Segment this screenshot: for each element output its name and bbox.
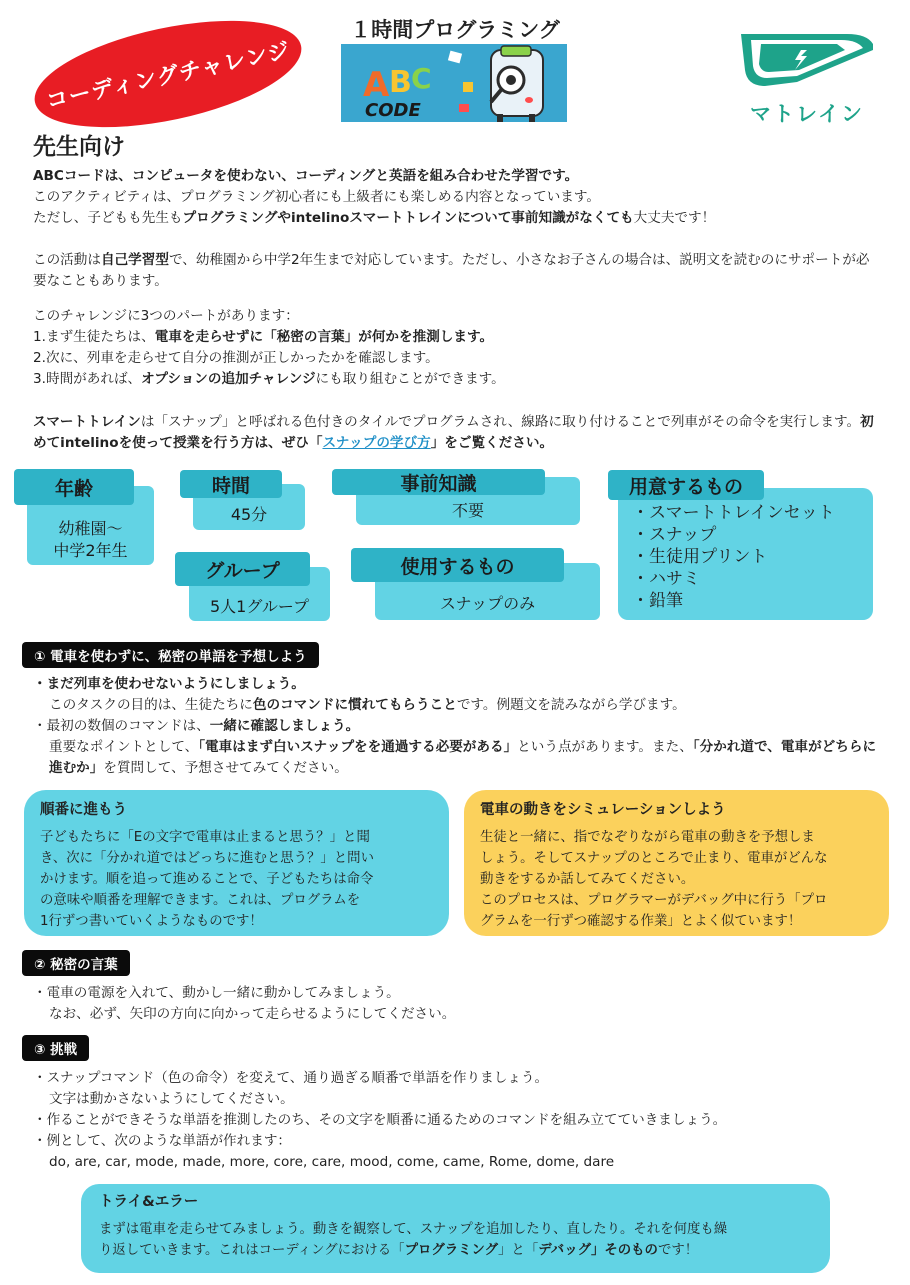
abc-code-banner: [341, 44, 567, 122]
section-1-body: ・まだ列車を使わせないようにしましょう。 このタスクの目的は、生徒たちに色のコマンドに慣れてもらうことです。例題文を読みながら学びます。 ・最初の数個のコマンドは、一緒に確認しましょう。 重要なポイントとして、「電車はまず白いスナップをを通過する必要がある」という点があります。また、「分かれ道で、電車がどちらに進むか」を質問して、予想させてみてください。: [33, 676, 877, 776]
section-3-header: ③ 挑戦: [22, 1035, 89, 1061]
logo-text: マトレイン: [750, 102, 864, 126]
age-value: 幼稚園〜 中学2年生: [53, 519, 128, 560]
prepare-list: [632, 502, 835, 612]
part-3: 3.時間があれば、オプションの追加チャレンジにも取り組むことができます。: [33, 371, 505, 387]
card-line: き、次に「分かれ道ではどっちに進むと思う？」と問い: [40, 851, 374, 866]
group-value: 5人1グループ: [209, 597, 310, 616]
card-line: かけます。順を追って進めることで、子どもたちは命令: [40, 872, 374, 887]
use-value: スナップのみ: [439, 594, 536, 613]
example-words: do, are, car, mode, made, more, core, care, mood, come, came, Rome, dome, dare: [49, 1154, 615, 1170]
trial-title: トライ&エラー: [99, 1194, 199, 1210]
card-line: しょう。そしてスナップのところで止まり、電車がどんな: [480, 851, 828, 866]
matrain-logo: [737, 20, 877, 98]
section-1-header: ① 電車を使わずに、秘密の単語を予想しよう: [22, 642, 319, 668]
age-label: 年齢: [14, 469, 134, 505]
step-by-step-card: [24, 790, 449, 936]
code-word: CODE: [365, 100, 421, 121]
train-icon: [737, 20, 877, 98]
card-title: 電車の動きをシミュレーションしよう: [480, 802, 726, 818]
card-line: 子どもたちに「Eの文字で電車は止まると思う？」と聞: [40, 830, 370, 845]
prepare-item: ・スマートトレインセット: [632, 503, 835, 523]
prepare-item: ・スナップ: [632, 525, 717, 545]
intro-line-1: ABCコードは、コンピュータを使わない、コーディングと英語を組み合わせた学習です。: [33, 168, 579, 184]
abc-code-illustration: [341, 44, 567, 122]
part-2: 2.次に、列車を走らせて自分の推測が正しかったかを確認します。: [33, 350, 439, 366]
prereq-value: 不要: [451, 501, 484, 520]
for-teachers-heading: 先生向け: [33, 134, 125, 160]
prepare-item: ・鉛筆: [632, 591, 683, 611]
part-1: 1.まず生徒たちは、電車を走らせずに「秘密の言葉」が何かを推測します。: [33, 329, 494, 345]
prereq-label: 事前知識: [332, 469, 545, 495]
intro-line-3: ただし、子どもも先生もプログラミングやintelinoスマートトレインについて事前知識がなくても大丈夫です！: [33, 210, 716, 226]
card-line: の意味や順番を理解できます。これは、プログラムを: [40, 893, 361, 908]
group-label: グループ: [175, 552, 310, 586]
section-3-body: ・スナップコマンド（色の命令）を変えて、通り過ぎる順番で単語を作りましょう。 文字は動かさないようにしてください。 ・作ることができそうな単語を推測したのち、その文字を順番に通るためのコマンドを組み立てていきましょう。 ・例として、次のような単語が作れます： do, are, car, mode, made, more, core, care, mood, come, came, Rome, dome, dare: [33, 1068, 878, 1173]
page-title: １時間プログラミング: [350, 18, 560, 42]
trial-error-card: [81, 1184, 830, 1273]
intro-line-2: このアクティビティは、プログラミング初心者にも上級者にも楽しめる内容となっています。: [33, 189, 600, 205]
letter-c: C: [411, 62, 432, 95]
intro-paragraph-1: [33, 166, 878, 229]
card-line: 生徒と一緒に、指でなぞりながら電車の動きを予想しま: [480, 830, 815, 845]
card-line: このプロセスは、プログラマーがデバッグ中に行う「プロ: [480, 893, 828, 908]
letter-b: B: [389, 65, 412, 100]
prepare-item: ・ハサミ: [632, 569, 700, 589]
prepare-label: 用意するもの: [608, 470, 764, 500]
simulation-card: [464, 790, 889, 936]
prepare-item: ・生徒用プリント: [632, 547, 768, 567]
trial-line-2: り返していきます。これはコーディングにおける「プログラミング」と「デバッグ」そのものです！: [99, 1243, 699, 1258]
intro-paragraph-2: この活動は自己学習型で、幼稚園から中学2年生まで対応しています。ただし、小さなお子さんの場合は、説明文を読むのにサポートが必要なこともあります。: [33, 252, 870, 289]
card-line: グラムを一行ずつ確認する作業」とよく似ています！: [480, 914, 802, 929]
section-2-body: ・電車の電源を入れて、動かし一緒に動かしてみましょう。 なお、必ず、矢印の方向に向かって走らせるようにしてください。: [33, 985, 456, 1022]
snap-guide-link[interactable]: スナップの学び方: [322, 435, 431, 451]
time-value: 45分: [230, 505, 268, 524]
parts-lead: このチャレンジに3つのパートがあります：: [33, 308, 299, 324]
card-line: 動きをするか話してみてください。: [480, 872, 695, 887]
intro-parts: [33, 306, 878, 390]
trial-line-1: まずは電車を走らせてみましょう。動きを観察して、スナップを追加したり、直したり。それを何度も繰: [99, 1222, 728, 1237]
badge-text: コーディングチャレンジ: [44, 37, 293, 115]
section-2-header: ② 秘密の言葉: [22, 950, 130, 976]
coding-challenge-badge: [25, 1, 310, 148]
use-label: 使用するもの: [351, 548, 564, 582]
time-label: 時間: [180, 470, 282, 498]
smart-train-paragraph: スマートトレインは「スナップ」と呼ばれる色付きのタイルでプログラムされ、線路に取り付けることで列車がその命令を実行します。初めてintelinoを使って授業を行う方は、ぜひ「スナップの学び方」をご覧ください。: [33, 414, 874, 451]
letter-a: A: [363, 65, 390, 105]
card-title: 順番に進もう: [40, 802, 127, 818]
card-line: 1行ずつ書いていくようなものです！: [40, 914, 263, 929]
